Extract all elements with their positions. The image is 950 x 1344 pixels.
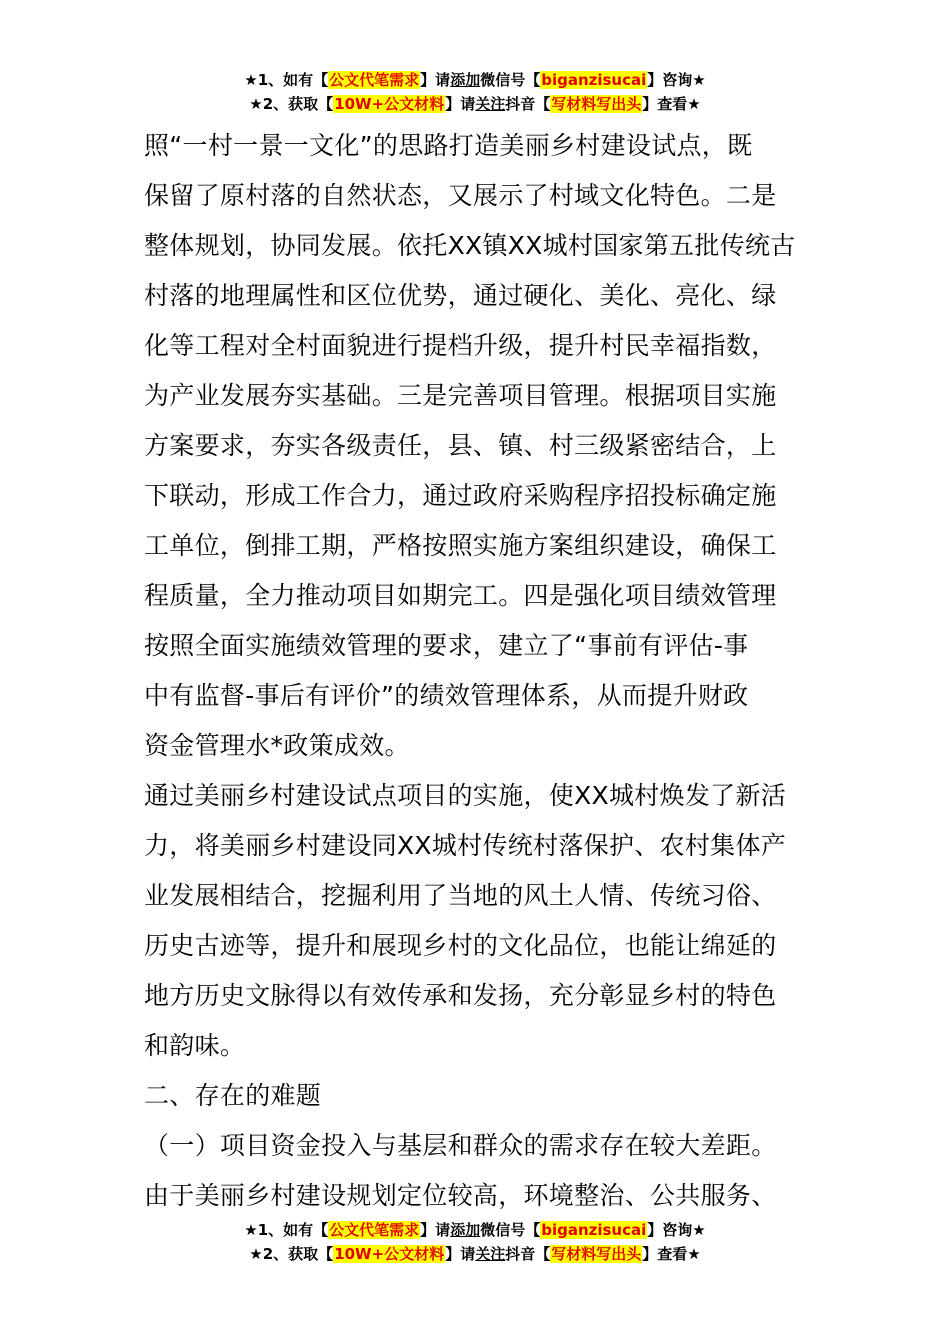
banner-underlined-text: 添加 [450, 1221, 481, 1239]
text-line: 村落的地理属性和区位优势，通过硬化、美化、亮化、绿 [144, 281, 777, 310]
banner-line-2 [0, 92, 950, 116]
text-line: 整体规划，协同发展。依托XX镇XX城村国家第五批传统古 [144, 231, 796, 260]
highlight-writing-service: 公文代笔需求 [329, 1221, 420, 1239]
banner-text: ★2、获取【 [249, 1245, 334, 1263]
document-body [144, 121, 816, 1221]
text-line: 由于美丽乡村建设规划定位较高，环境整治、公共服务、 [144, 1181, 777, 1210]
text-line: 保留了原村落的自然状态，又展示了村域文化特色。二是 [144, 181, 777, 210]
banner-text: 】咨询★ [647, 1221, 706, 1239]
banner-underlined-text: 关注 [475, 95, 506, 113]
banner-text: 抖音【 [505, 95, 551, 113]
banner-line-1 [0, 68, 950, 92]
banner-underlined-text: 关注 [475, 1245, 506, 1263]
text-line: 工单位，倒排工期，严格按照实施方案组织建设，确保工 [144, 531, 777, 560]
text-line: 中有监督-事后有评价”的绩效管理体系，从而提升财政 [144, 681, 749, 710]
highlight-wechat-id: biganzisucai [541, 71, 647, 89]
banner-text: 微信号【 [480, 71, 541, 89]
text-line: 方案要求，夯实各级责任，县、镇、村三级紧密结合，上 [144, 431, 777, 460]
banner-text: 微信号【 [480, 1221, 541, 1239]
banner-text: 】请 [445, 95, 476, 113]
header-banner [0, 68, 950, 116]
highlight-materials: 10W+公文材料 [334, 95, 445, 113]
text-line: 按照全面实施绩效管理的要求，建立了“事前有评估-事 [144, 631, 749, 660]
text-line: 为产业发展夯实基础。三是完善项目管理。根据项目实施 [144, 381, 777, 410]
text-line: 地方历史文脉得以有效传承和发扬，充分彰显乡村的特色 [144, 981, 777, 1010]
highlight-douyin-account: 写材料写出头 [551, 1245, 642, 1263]
banner-line-2 [0, 1242, 950, 1266]
text-line: 通过美丽乡村建设试点项目的实施，使XX城村焕发了新活 [144, 781, 787, 810]
text-line: 历史古迹等，提升和展现乡村的文化品位，也能让绵延的 [144, 931, 777, 960]
subsection-heading: （一）项目资金投入与基层和群众的需求存在较大差距。 [144, 1131, 777, 1160]
banner-text: 】查看★ [642, 95, 701, 113]
banner-underlined-text: 添加 [450, 71, 481, 89]
text-line: 化等工程对全村面貌进行提档升级，提升村民幸福指数， [144, 331, 777, 360]
text-line: 程质量，全力推动项目如期完工。四是强化项目绩效管理 [144, 581, 777, 610]
banner-text: 】请 [420, 71, 451, 89]
text-line: 下联动，形成工作合力，通过政府采购程序招投标确定施 [144, 481, 777, 510]
text-line: 力，将美丽乡村建设同XX城村传统村落保护、农村集体产 [144, 831, 787, 860]
highlight-douyin-account: 写材料写出头 [551, 95, 642, 113]
banner-text: 抖音【 [505, 1245, 551, 1263]
highlight-materials: 10W+公文材料 [334, 1245, 445, 1263]
banner-text: 】咨询★ [647, 71, 706, 89]
highlight-writing-service: 公文代笔需求 [329, 71, 420, 89]
banner-text: 】请 [420, 1221, 451, 1239]
banner-text: 】请 [445, 1245, 476, 1263]
text-line: 业发展相结合，挖掘利用了当地的风土人情、传统习俗、 [144, 881, 777, 910]
highlight-wechat-id: biganzisucai [541, 1221, 647, 1239]
banner-text: ★1、如有【 [244, 71, 329, 89]
section-heading: 二、存在的难题 [144, 1081, 322, 1110]
banner-text: ★1、如有【 [244, 1221, 329, 1239]
banner-line-1 [0, 1218, 950, 1242]
text-line: 资金管理水*政策成效。 [144, 731, 410, 760]
text-line: 照“一村一景一文化”的思路打造美丽乡村建设试点，既 [144, 131, 753, 160]
banner-text: 】查看★ [642, 1245, 701, 1263]
text-line: 和韵味。 [144, 1031, 246, 1060]
banner-text: ★2、获取【 [249, 95, 334, 113]
footer-banner [0, 1218, 950, 1266]
